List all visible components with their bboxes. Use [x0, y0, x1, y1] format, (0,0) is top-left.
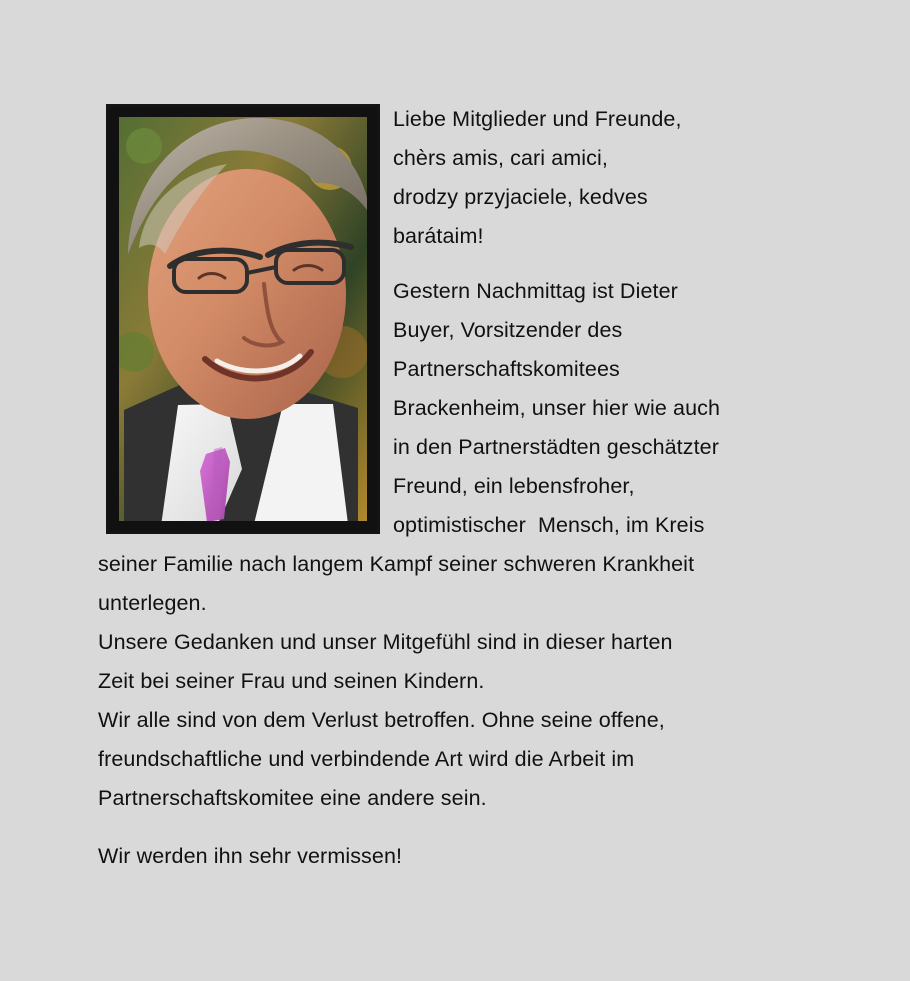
paragraph-3-line-1: Wir alle sind von dem Verlust betroffen. Ohne seine offene, — [98, 708, 665, 732]
paragraph-1-line-6: Freund, ein lebensfroher, — [393, 474, 635, 498]
greeting-line-3: drodzy przyjaciele, kedves — [393, 185, 648, 209]
paragraph-1-line-8: seiner Familie nach langem Kampf seiner schweren Krankheit — [98, 552, 695, 576]
paragraph-1-line-3: Partnerschaftskomitees — [393, 357, 620, 381]
closing-line: Wir werden ihn sehr vermissen! — [98, 844, 403, 868]
paragraph-1-line-4: Brackenheim, unser hier wie auch — [393, 396, 721, 420]
paragraph-1-line-5: in den Partnerstädten geschätzter — [393, 435, 719, 459]
portrait-photo — [106, 104, 380, 534]
paragraph-3-line-2: freundschaftliche und verbindende Art wird die Arbeit im — [98, 747, 635, 771]
greeting-line-4: barátaim! — [393, 224, 484, 248]
paragraph-1-line-1: Gestern Nachmittag ist Dieter — [393, 279, 678, 303]
greeting-line-1: Liebe Mitglieder und Freunde, — [393, 107, 682, 131]
paragraph-1-line-2: Buyer, Vorsitzender des — [393, 318, 623, 342]
greeting-line-2: chèrs amis, cari amici, — [393, 146, 608, 170]
portrait-illustration — [106, 104, 380, 534]
paragraph-1-line-7: optimistischer Mensch, im Kreis — [393, 513, 705, 537]
paragraph-2-line-1: Unsere Gedanken und unser Mitgefühl sind in dieser harten — [98, 630, 673, 654]
paragraph-3-line-3: Partnerschaftskomitee eine andere sein. — [98, 786, 487, 810]
paragraph-1-line-9: unterlegen. — [98, 591, 207, 615]
paragraph-2-line-2: Zeit bei seiner Frau und seinen Kindern. — [98, 669, 485, 693]
